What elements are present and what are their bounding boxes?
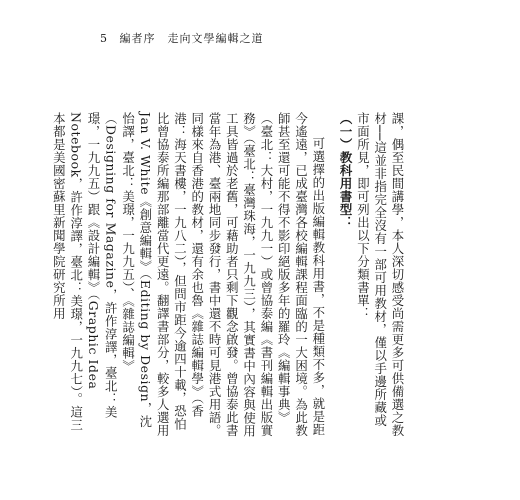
running-title: 編者序 走向文學編輯之道 [119,32,264,45]
page-number: 5 [100,31,108,45]
paragraph-textbooks: 可選擇的出版編輯教科用書，不是種類不多，就是距今遙遠，已成臺灣各校編輯課程面臨的一大困境。為此教師甚至還可能不得不影印絕版多年的羅玲《編輯事典》（臺北：大村，一九九一）或曾協泰編《書刊編輯出版實務》（臺北：臺灣珠海，一九九三），其實書中內容與使用工具皆過於老舊，可藉助者只剩下觀念啟發。曾協泰此書當年為港、臺兩地同步發行，書中還不時可見港式用語。同樣來自香港的教材，還有余也魯《雜誌編輯學》（香港：海天書樓，一九八二），但問市距今逾四十載，恐怕比曾協泰所編那部離當代更遠。翻譯書部分，較多人選用Jan V. White《創意編輯》（Editing by Design，沈怡譯，臺北：美璟，一九九五）、《雜誌編輯》（Designing for Magazine，許作淳譯，臺北：美璟，一九九五）跟《設計編輯》（Graphic Idea Notebook，許作淳譯，臺北：美璟，一九九七）。這三本都是美國密蘇里新聞學院研究所用 [51,112,326,438]
running-header [100,30,264,46]
paragraph-intro: 課，偶至民間講學，本人深切感受尚需更多可供備選之教材──這並非指完全沒有一部可用教材，僅以手邊所藏或市面所見，即可列出以下分類書單： [355,112,405,437]
section-heading: （一）教科用書型： [338,112,354,229]
vertical-text-body [51,112,406,440]
